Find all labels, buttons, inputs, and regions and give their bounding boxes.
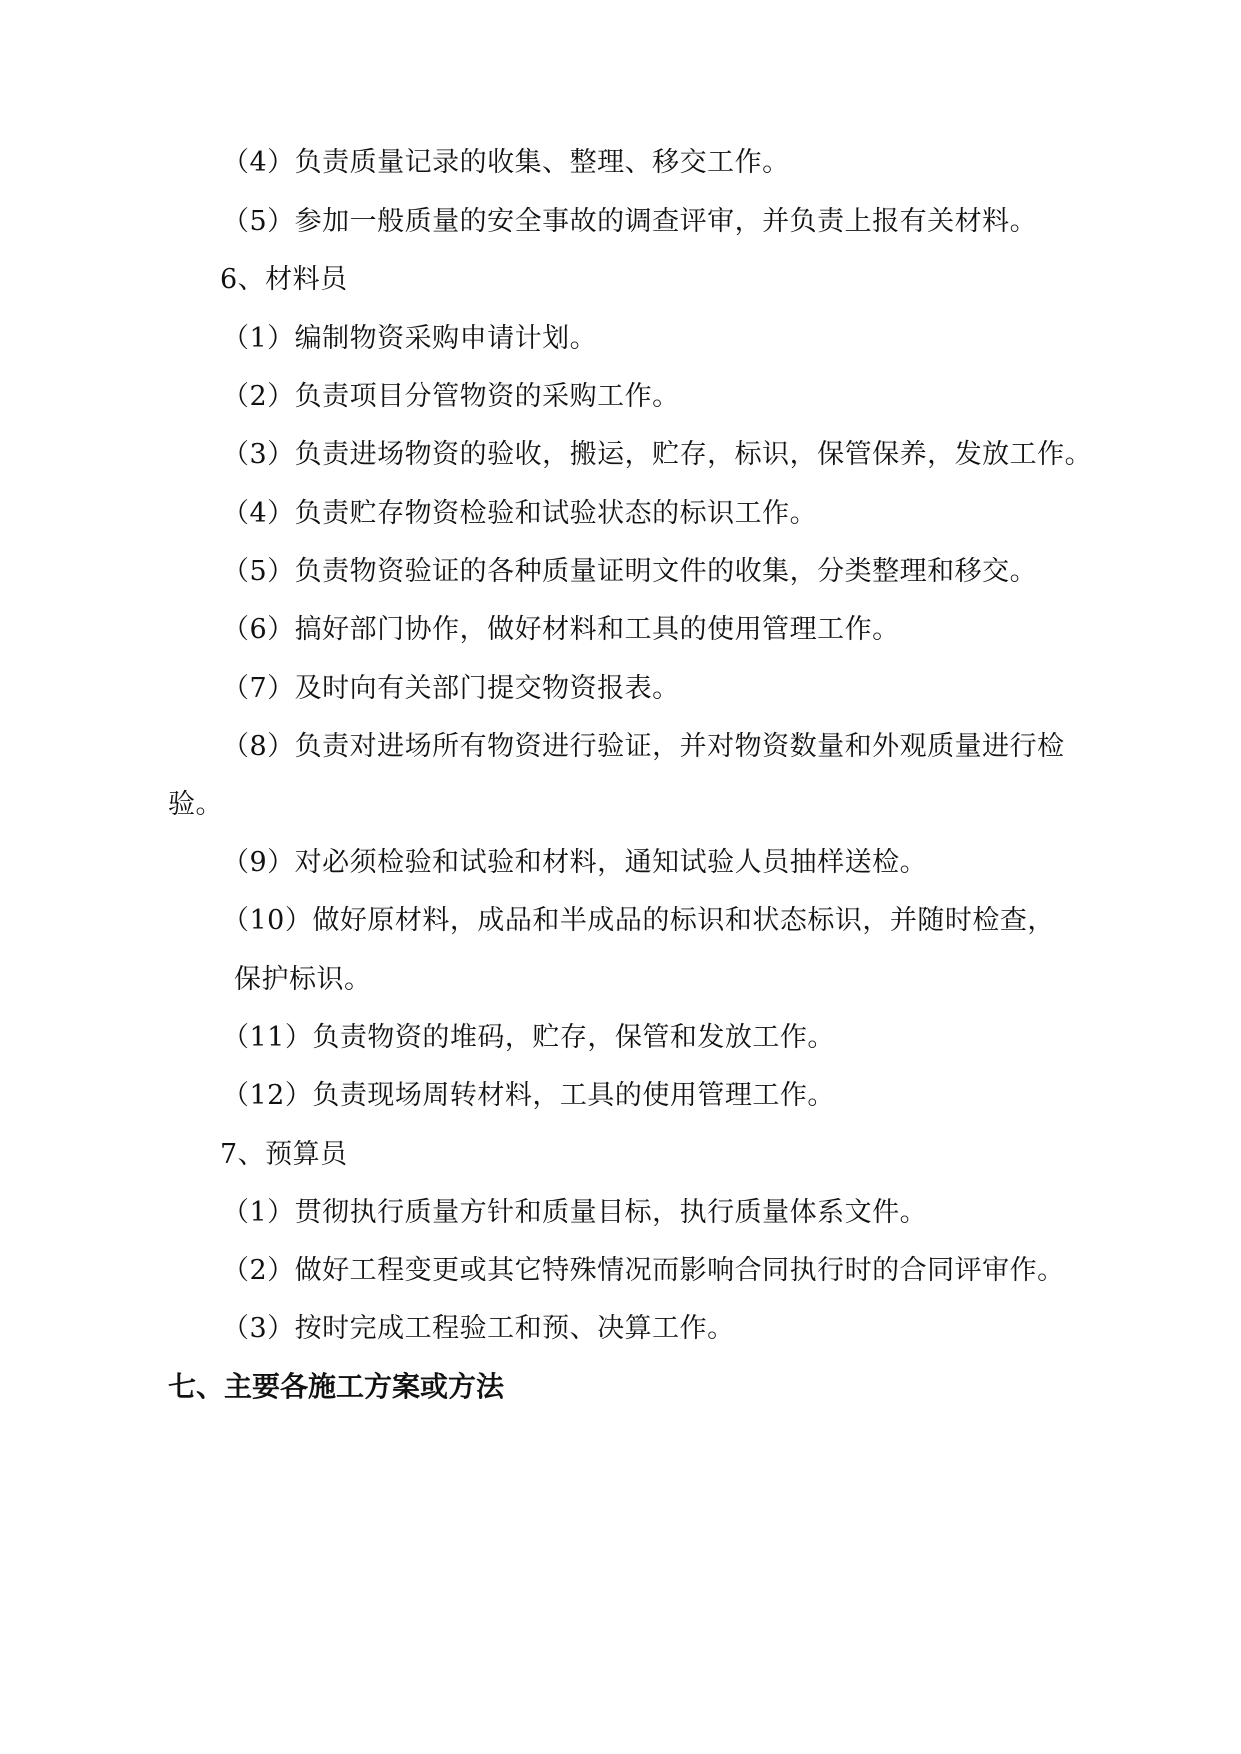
text-line: （5）负责物资验证的各种质量证明文件的收集，分类整理和移交。 — [222, 556, 1038, 587]
text-line: （8）负责对进场所有物资进行验证，并对物资数量和外观质量进行检 — [222, 731, 1065, 762]
chapter-heading: 七、主要各施工方案或方法 — [168, 1370, 505, 1403]
text-line: （4）负责质量记录的收集、整理、移交工作。 — [222, 147, 790, 178]
text-line: （3）负责进场物资的验收，搬运，贮存，标识，保管保养，发放工作。 — [222, 439, 1093, 470]
text-line: （12）负责现场周转材料，工具的使用管理工作。 — [222, 1080, 835, 1111]
text-line: （3）按时完成工程验工和预、决算工作。 — [222, 1313, 735, 1344]
section-title: 7、预算员 — [220, 1139, 348, 1170]
text-line: （4）负责贮存物资检验和试验状态的标识工作。 — [222, 498, 818, 529]
text-line: 验。 — [168, 789, 223, 820]
text-line: （9）对必须检验和试验和材料，通知试验人员抽样送检。 — [222, 847, 928, 878]
text-line: （10）做好原材料，成品和半成品的标识和状态标识，并随时检查， — [222, 905, 1055, 936]
section-title: 6、材料员 — [220, 264, 348, 295]
text-line: （1）编制物资采购申请计划。 — [222, 323, 598, 354]
text-line: （2）负责项目分管物资的采购工作。 — [222, 381, 680, 412]
text-line: （7）及时向有关部门提交物资报表。 — [222, 673, 680, 704]
text-line: （5）参加一般质量的安全事故的调查评审，并负责上报有关材料。 — [222, 206, 1038, 237]
text-line: （11）负责物资的堆码，贮存，保管和发放工作。 — [222, 1022, 835, 1053]
text-line: 保护标识。 — [234, 964, 372, 995]
text-line: （2）做好工程变更或其它特殊情况而影响合同执行时的合同评审作。 — [222, 1255, 1065, 1286]
text-line: （1）贯彻执行质量方针和质量目标，执行质量体系文件。 — [222, 1197, 928, 1228]
text-line: （6）搞好部门协作，做好材料和工具的使用管理工作。 — [222, 614, 900, 645]
